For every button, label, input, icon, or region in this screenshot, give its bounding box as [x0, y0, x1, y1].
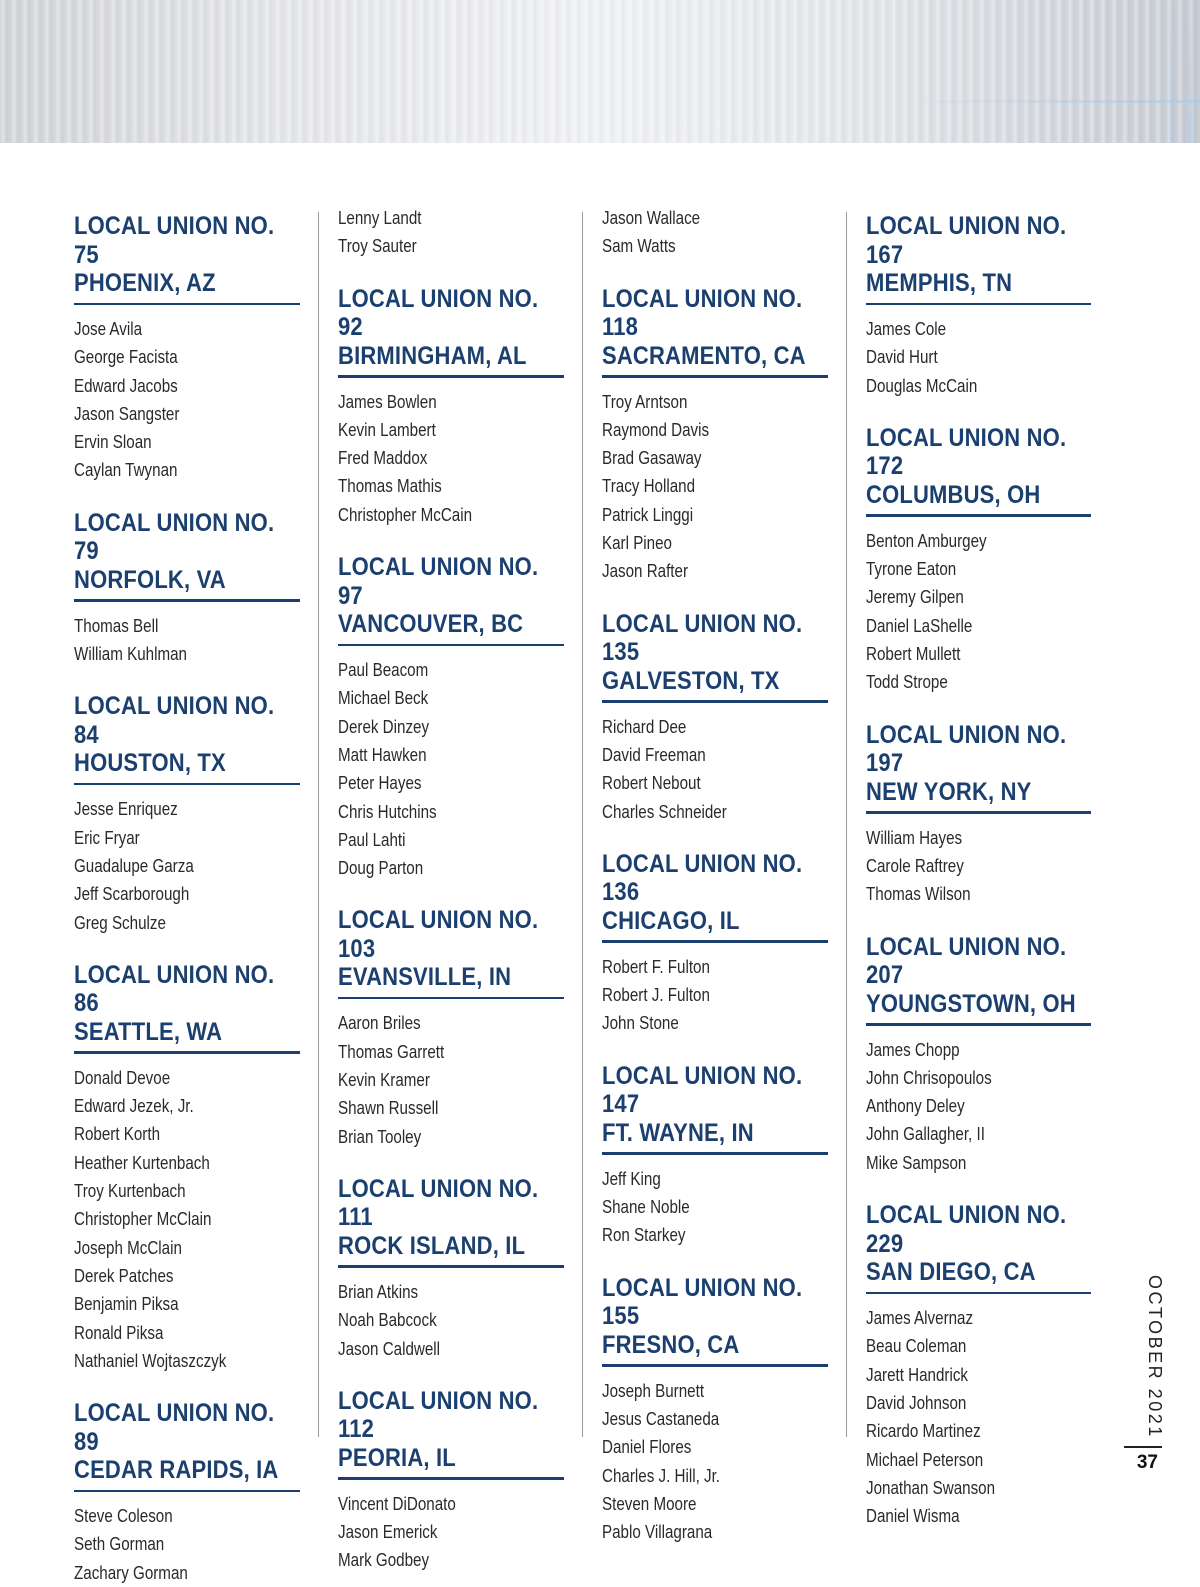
local-union-city: HOUSTON, TX: [74, 749, 226, 778]
local-union-section: [602, 1062, 828, 1250]
member-name: John Stone: [602, 1012, 679, 1034]
local-union-section: [866, 1201, 1091, 1530]
local-union-city: MEMPHIS, TN: [866, 269, 1013, 297]
member-name: Robert J. Fulton: [602, 984, 710, 1006]
local-union-city: FT. WAYNE, IN: [602, 1118, 754, 1147]
member-name: David Freeman: [602, 743, 706, 765]
member-name: Christopher McClain: [74, 1208, 212, 1230]
member-name: Anthony Deley: [866, 1095, 965, 1117]
member-name: Thomas Bell: [74, 614, 159, 636]
local-union-heading: [74, 1399, 301, 1490]
local-union-number: LOCAL UNION NO. 155: [602, 1273, 803, 1331]
local-union-city: GALVESTON, TX: [602, 666, 780, 695]
member-name: Jeff Scarborough: [74, 883, 190, 905]
local-union-city: BIRMINGHAM, AL: [338, 341, 527, 370]
local-union-number: LOCAL UNION NO. 89: [74, 1399, 275, 1456]
member-name: Douglas McCain: [866, 374, 978, 396]
member-name: George Facista: [74, 346, 178, 368]
member-name: Zachary Gorman: [74, 1561, 188, 1583]
local-union-city: NORFOLK, VA: [74, 565, 226, 594]
member-name: Jeff King: [602, 1167, 661, 1189]
member-name: Jesus Castaneda: [602, 1407, 720, 1429]
member-name: Robert Korth: [74, 1123, 161, 1145]
member-name: James Cole: [866, 318, 947, 339]
header-texture-band: [0, 0, 1200, 143]
member-name: Mike Sampson: [866, 1151, 967, 1173]
local-union-section: [74, 1399, 300, 1587]
member-name: Vincent DiDonato: [338, 1492, 456, 1514]
member-name: Jesse Enriquez: [74, 798, 178, 820]
local-union-section: [602, 850, 828, 1038]
page-number: 37: [1136, 1452, 1158, 1473]
member-name: William Hayes: [866, 826, 963, 848]
member-name: Jose Avila: [74, 318, 143, 339]
heading-underline: [602, 700, 828, 703]
local-union-number: LOCAL UNION NO. 84: [74, 692, 275, 749]
heading-underline: [74, 599, 300, 602]
member-name: Robert Nebout: [602, 772, 701, 794]
member-name: Troy Arntson: [602, 390, 688, 412]
member-name: Steven Moore: [602, 1492, 697, 1514]
member-name: Jason Sangster: [74, 402, 180, 424]
local-union-number: LOCAL UNION NO. 112: [338, 1386, 539, 1444]
member-name: Christopher McCain: [338, 503, 473, 525]
local-union-city: CEDAR RAPIDS, IA: [74, 1456, 279, 1485]
heading-underline: [866, 514, 1091, 517]
member-name: Matt Hawken: [338, 743, 427, 765]
heading-underline: [338, 644, 564, 647]
local-union-section: [338, 906, 564, 1150]
local-union-number: LOCAL UNION NO. 197: [866, 720, 1067, 778]
local-union-heading: [338, 1387, 565, 1478]
member-name: Derek Patches: [74, 1264, 174, 1286]
member-name: Paul Beacom: [338, 659, 429, 681]
header-frame-line: [1188, 0, 1192, 143]
member-name: Beau Coleman: [866, 1335, 967, 1357]
local-union-section: [866, 721, 1091, 909]
local-union-number: LOCAL UNION NO. 118: [602, 284, 803, 342]
heading-underline: [602, 940, 828, 943]
heading-underline: [74, 783, 300, 786]
local-union-heading: [602, 285, 829, 376]
member-name: Raymond Davis: [602, 418, 710, 440]
member-name: Thomas Wilson: [866, 883, 971, 905]
issue-date-label: OCTOBER 2021: [1145, 1275, 1165, 1439]
member-name: Jonathan Swanson: [866, 1476, 996, 1498]
member-name: Benjamin Piksa: [74, 1293, 179, 1315]
member-name: Brian Tooley: [338, 1125, 422, 1147]
local-union-number: LOCAL UNION NO. 86: [74, 960, 275, 1018]
local-union-heading: [866, 721, 1092, 812]
local-union-section: [602, 1274, 828, 1547]
header-frame-line: [1170, 0, 1174, 143]
local-union-heading: [338, 906, 565, 997]
member-name: Greg Schulze: [74, 911, 166, 933]
member-name: Tracy Holland: [602, 475, 696, 497]
member-name: Jason Emerick: [338, 1521, 438, 1543]
local-union-section: [74, 692, 300, 936]
local-union-city: SEATTLE, WA: [74, 1017, 223, 1046]
local-union-heading: [866, 933, 1092, 1024]
local-union-number: LOCAL UNION NO. 97: [338, 553, 539, 610]
member-name: Daniel Flores: [602, 1436, 692, 1458]
local-union-heading: [74, 509, 301, 600]
column-3: [582, 207, 828, 1543]
member-name: Eric Fryar: [74, 826, 140, 848]
member-name: Chris Hutchins: [338, 800, 437, 822]
member-name: Ricardo Martinez: [866, 1420, 981, 1442]
local-union-heading: [74, 692, 301, 783]
member-name: Pablo Villagrana: [602, 1521, 713, 1543]
heading-underline: [338, 375, 564, 378]
local-union-city: PHOENIX, AZ: [74, 269, 216, 297]
heading-underline: [866, 303, 1091, 306]
local-union-city: YOUNGSTOWN, OH: [866, 989, 1076, 1018]
heading-underline: [338, 1477, 564, 1480]
member-name: Shane Noble: [602, 1196, 690, 1218]
local-union-number: LOCAL UNION NO. 172: [866, 423, 1067, 481]
local-union-section: [74, 509, 300, 669]
header-frame-line: [900, 100, 1200, 103]
local-union-heading: [866, 424, 1092, 515]
member-name: Michael Peterson: [866, 1448, 984, 1470]
local-union-section: [602, 285, 828, 586]
member-name: Michael Beck: [338, 687, 429, 709]
member-name: Steve Coleson: [74, 1505, 173, 1527]
local-union-heading: [74, 961, 301, 1052]
heading-underline: [338, 1265, 564, 1268]
member-name: Aaron Briles: [338, 1012, 421, 1034]
local-union-number: LOCAL UNION NO. 136: [602, 849, 803, 907]
member-name: Jason Caldwell: [338, 1337, 441, 1359]
column-1: [74, 212, 300, 1583]
member-name: Kevin Lambert: [338, 418, 436, 440]
member-name: Joseph McClain: [74, 1236, 182, 1258]
local-union-heading: [602, 850, 829, 941]
local-union-number: LOCAL UNION NO. 75: [74, 212, 275, 269]
member-name: Heather Kurtenbach: [74, 1151, 210, 1173]
local-union-number: LOCAL UNION NO. 135: [602, 609, 803, 667]
member-name: Jeremy Gilpen: [866, 586, 964, 608]
local-union-section: [338, 1387, 564, 1575]
column-2: [318, 207, 564, 1571]
heading-underline: [866, 811, 1091, 814]
member-name: Edward Jacobs: [74, 374, 178, 396]
member-name: Derek Dinzey: [338, 715, 430, 737]
local-union-heading: [74, 212, 301, 303]
local-union-section: [74, 961, 300, 1375]
member-name: James Alvernaz: [866, 1307, 974, 1329]
member-name: Jason Rafter: [602, 560, 689, 582]
local-union-number: LOCAL UNION NO. 111: [338, 1174, 539, 1232]
local-union-number: LOCAL UNION NO. 92: [338, 284, 539, 342]
local-union-city: ROCK ISLAND, IL: [338, 1231, 526, 1260]
heading-underline: [602, 1152, 828, 1155]
member-name: Charles J. Hill, Jr.: [602, 1464, 721, 1486]
member-name: David Hurt: [866, 346, 938, 368]
local-union-city: EVANSVILLE, IN: [338, 963, 512, 992]
page-number-rule: [1124, 1446, 1162, 1448]
member-name: Thomas Garrett: [338, 1040, 445, 1062]
local-union-heading: [338, 285, 565, 376]
member-name: Edward Jezek, Jr.: [74, 1095, 194, 1117]
member-name: Caylan Twynan: [74, 459, 178, 481]
member-name: Troy Kurtenbach: [74, 1180, 186, 1202]
local-union-number: LOCAL UNION NO. 79: [74, 508, 275, 566]
member-name: Joseph Burnett: [602, 1379, 705, 1401]
member-name: Richard Dee: [602, 715, 687, 737]
local-union-city: COLUMBUS, OH: [866, 480, 1041, 509]
local-union-section: [338, 204, 564, 261]
local-union-city: PEORIA, IL: [338, 1443, 456, 1472]
column-4: [846, 212, 1091, 1527]
local-union-city: FRESNO, CA: [602, 1330, 740, 1359]
heading-underline: [602, 375, 828, 378]
local-union-number: LOCAL UNION NO. 229: [866, 1201, 1067, 1258]
member-name: Troy Sauter: [338, 235, 417, 257]
member-name: Charles Schneider: [602, 800, 727, 822]
member-name: Donald Devoe: [74, 1066, 171, 1088]
local-union-section: [338, 1175, 564, 1363]
local-union-city: SACRAMENTO, CA: [602, 341, 806, 370]
member-name: Tyrone Eaton: [866, 558, 957, 580]
local-union-heading: [338, 1175, 565, 1266]
member-name: Ronald Piksa: [74, 1321, 164, 1343]
member-name: Peter Hayes: [338, 772, 422, 794]
member-name: Nathaniel Wojtaszczyk: [74, 1349, 227, 1371]
heading-underline: [74, 303, 300, 306]
local-union-heading: [338, 553, 565, 644]
member-name: Patrick Linggi: [602, 503, 694, 525]
local-union-heading: [602, 1274, 829, 1365]
member-name: Seth Gorman: [74, 1533, 165, 1555]
member-name: Brad Gasaway: [602, 447, 702, 469]
member-name: John Gallagher, II: [866, 1123, 985, 1145]
local-union-section: [602, 610, 828, 826]
local-union-heading: [602, 1062, 829, 1153]
local-union-number: LOCAL UNION NO. 103: [338, 906, 539, 963]
member-name: Robert Mullett: [866, 643, 961, 665]
local-union-section: [866, 424, 1091, 697]
member-name: Ervin Sloan: [74, 431, 152, 453]
heading-underline: [866, 1292, 1091, 1295]
local-union-number: LOCAL UNION NO. 207: [866, 932, 1067, 990]
member-name: Thomas Mathis: [338, 475, 442, 497]
member-name: Lenny Landt: [338, 207, 422, 228]
member-name: James Chopp: [866, 1038, 960, 1060]
local-union-city: NEW YORK, NY: [866, 777, 1032, 806]
member-name: Daniel LaShelle: [866, 614, 973, 636]
heading-underline: [74, 1051, 300, 1054]
local-union-city: SAN DIEGO, CA: [866, 1258, 1036, 1287]
member-name: Jarett Handrick: [866, 1363, 969, 1385]
member-name: Brian Atkins: [338, 1280, 419, 1302]
heading-underline: [866, 1023, 1091, 1026]
member-name: Jason Wallace: [602, 207, 701, 228]
member-name: Carole Raftrey: [866, 854, 964, 876]
local-union-section: [602, 204, 828, 261]
member-name: Doug Parton: [338, 857, 424, 879]
heading-underline: [602, 1364, 828, 1367]
local-union-section: [338, 285, 564, 529]
member-name: James Bowlen: [338, 390, 437, 412]
member-name: Daniel Wisma: [866, 1505, 960, 1527]
local-union-heading: [602, 610, 829, 701]
member-name: Shawn Russell: [338, 1097, 439, 1119]
local-union-number: LOCAL UNION NO. 147: [602, 1061, 803, 1119]
local-union-heading: [866, 1201, 1092, 1292]
member-name: Sam Watts: [602, 235, 676, 257]
member-name: John Chrisopoulos: [866, 1066, 992, 1088]
local-union-section: [74, 212, 300, 485]
local-union-city: VANCOUVER, BC: [338, 610, 524, 639]
local-union-section: [338, 553, 564, 882]
heading-underline: [74, 1490, 300, 1493]
local-union-city: CHICAGO, IL: [602, 906, 740, 935]
member-name: Guadalupe Garza: [74, 854, 194, 876]
member-name: David Johnson: [866, 1391, 967, 1413]
member-name: Ron Starkey: [602, 1224, 686, 1246]
local-union-section: [866, 933, 1091, 1177]
local-union-section: [866, 212, 1091, 400]
member-name: Todd Strope: [866, 671, 948, 693]
member-name: Fred Maddox: [338, 447, 428, 469]
member-name: Karl Pineo: [602, 532, 672, 554]
member-name: Noah Babcock: [338, 1309, 437, 1331]
member-name: William Kuhlman: [74, 643, 187, 665]
local-union-number: LOCAL UNION NO. 167: [866, 212, 1067, 269]
member-name: Kevin Kramer: [338, 1069, 430, 1091]
member-name: Paul Lahti: [338, 828, 406, 850]
heading-underline: [338, 997, 564, 1000]
local-union-heading: [866, 212, 1092, 303]
member-name: Robert F. Fulton: [602, 955, 710, 977]
member-name: Mark Godbey: [338, 1549, 430, 1571]
member-name: Benton Amburgey: [866, 529, 987, 551]
